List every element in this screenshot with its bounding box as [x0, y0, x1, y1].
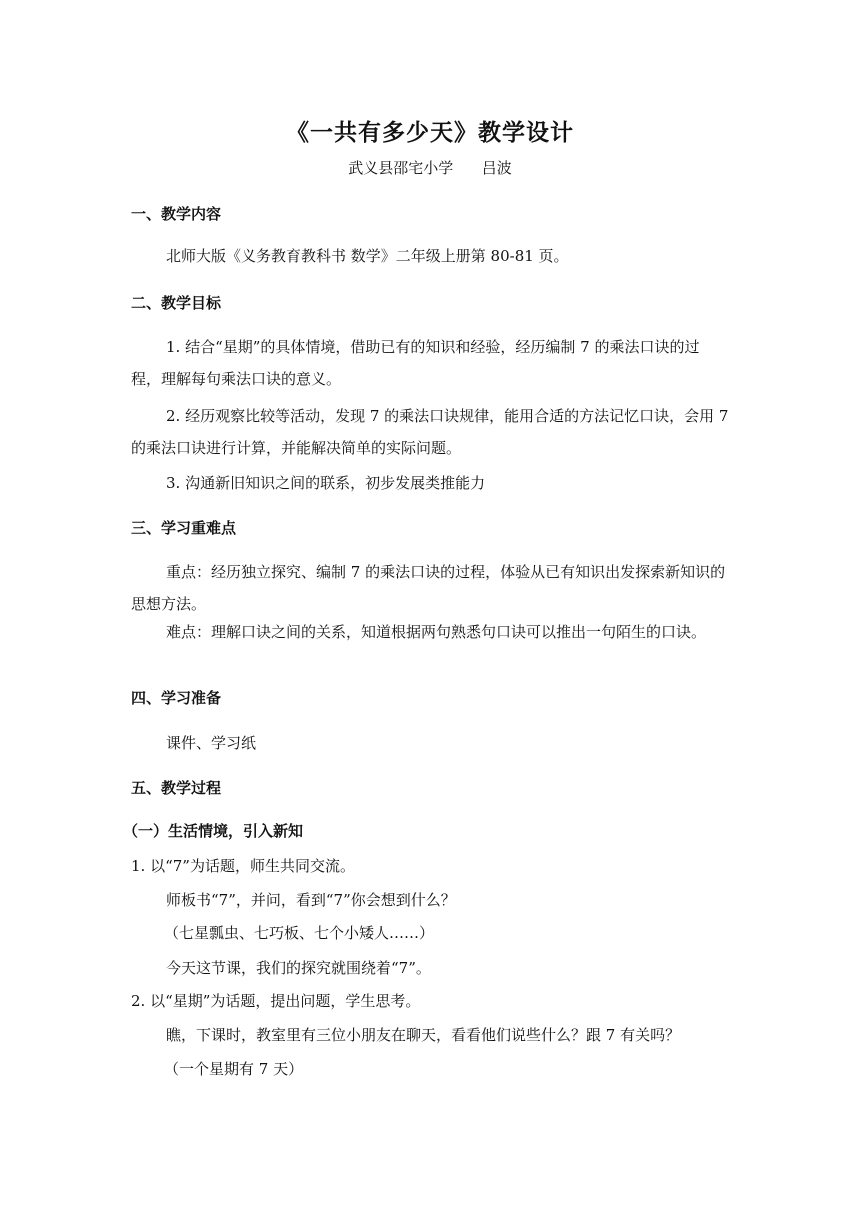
- content-text: 北师大版《义务教育教科书 数学》二年级上册第 80-81 页。: [166, 247, 569, 265]
- goal-item-1: 1. 结合“星期”的具体情境，借助已有的知识和经验，经历编制 7 的乘法口诀的过程，理解每句乘法口诀的意义。: [131, 338, 700, 388]
- section-heading-goals: 二、教学目标: [131, 294, 222, 312]
- key-point-text: 重点：经历独立探究、编制 7 的乘法口诀的过程，体验从已有知识出发探索新知识的思想方法。: [131, 563, 726, 613]
- section-heading-content: 一、教学内容: [131, 205, 222, 223]
- section-heading-preparation: 四、学习准备: [131, 689, 222, 707]
- process-line-2: （七星瓢虫、七巧板、七个小矮人……）: [164, 924, 435, 942]
- process-line-3: 今天这节课，我们的探究就围绕着“7”。: [166, 959, 431, 977]
- preparation-text: 课件、学习纸: [166, 734, 257, 752]
- difficult-point-text: 难点：理解口诀之间的关系，知道根据两句熟悉句口诀可以推出一句陌生的口诀。: [166, 623, 707, 641]
- process-line-1: 师板书“7”，并问，看到“7”你会想到什么？: [166, 891, 456, 909]
- author-line: 武义县邵宅小学 吕波: [348, 159, 512, 177]
- process-step-1: 1. 以“7”为话题，师生共同交流。: [131, 857, 355, 875]
- goal-item-2: 2. 经历观察比较等活动，发现 7 的乘法口诀规律，能用合适的方法记忆口诀，会用 7 的乘法口诀进行计算，并能解决简单的实际问题。: [131, 407, 729, 457]
- process-line-4: 瞧，下课时，教室里有三位小朋友在聊天，看看他们说些什么？跟 7 有关吗？: [166, 1026, 681, 1044]
- section-heading-key-points: 三、学习重难点: [131, 519, 237, 537]
- process-step-2: 2. 以“星期”为话题，提出问题，学生思考。: [131, 992, 421, 1010]
- goal-item-3: 3. 沟通新旧知识之间的联系，初步发展类推能力: [166, 474, 486, 492]
- section-heading-process: 五、教学过程: [131, 779, 222, 797]
- subsection-heading: （一）生活情境，引入新知: [123, 822, 304, 840]
- document-title: 《一共有多少天》教学设计: [286, 119, 574, 146]
- process-line-5: （一个星期有 7 天）: [164, 1060, 304, 1078]
